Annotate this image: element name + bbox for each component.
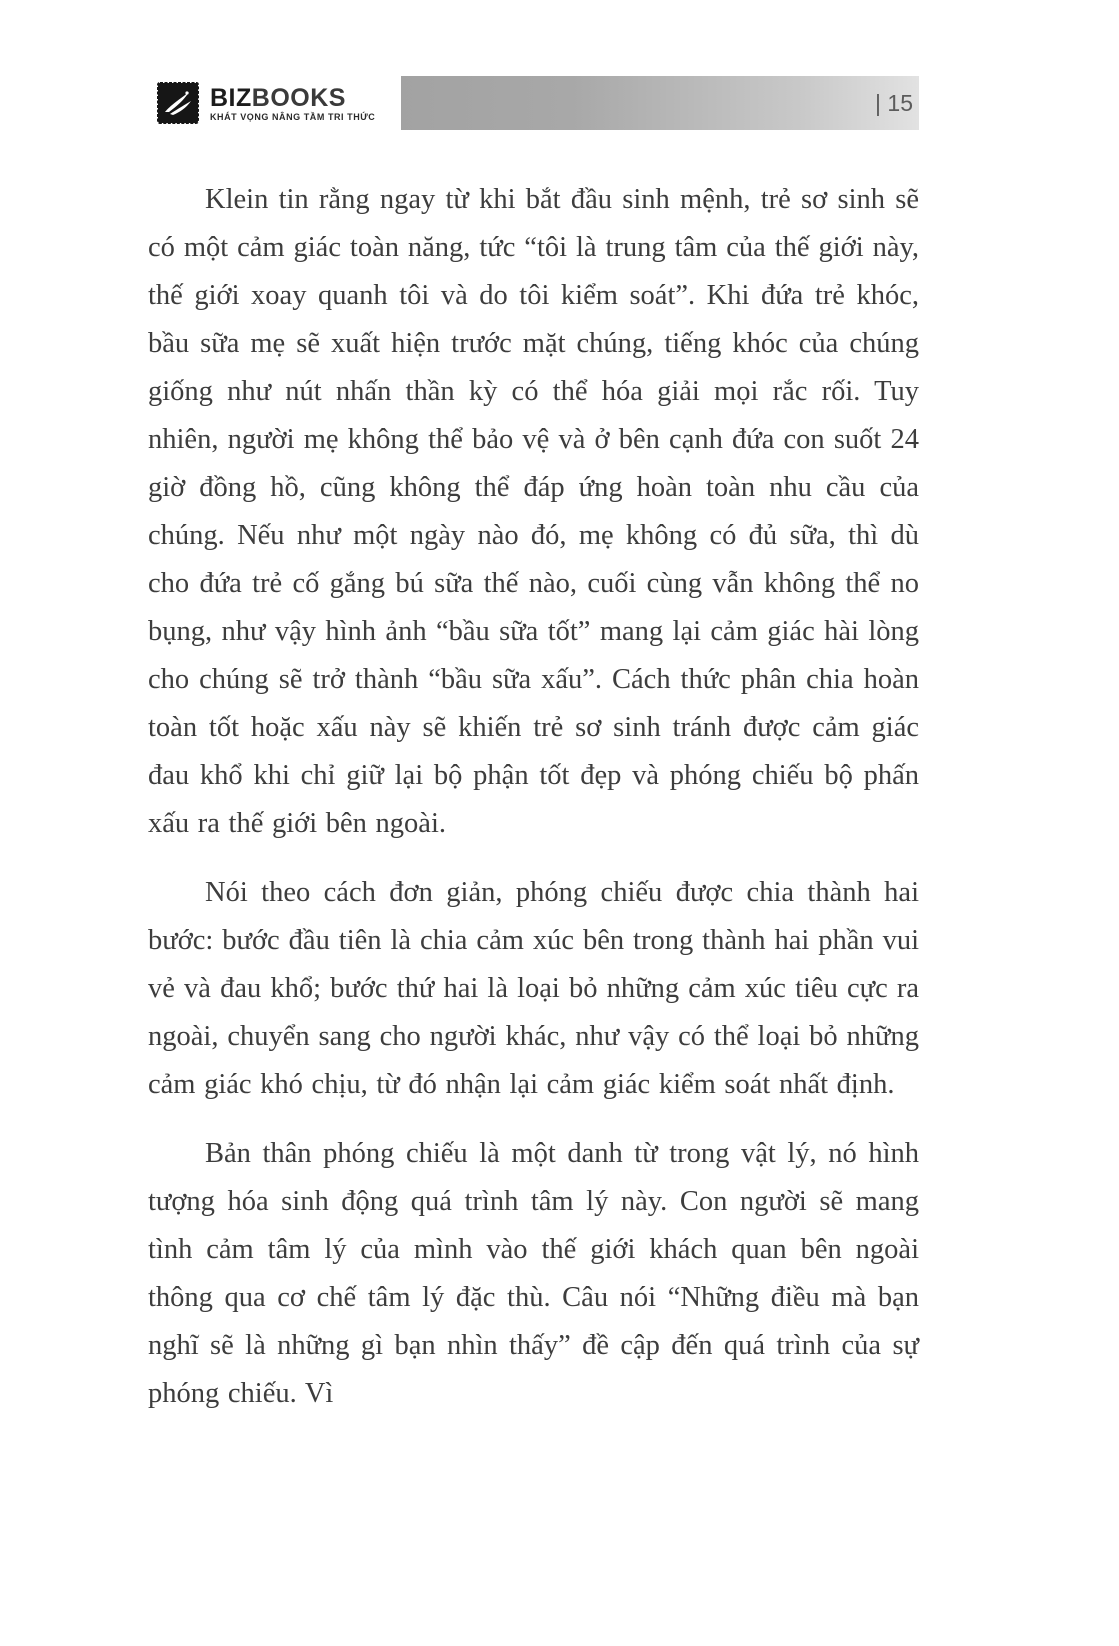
publisher-logo xyxy=(148,76,401,130)
bizbooks-stamp-icon xyxy=(156,81,200,125)
publisher-logo-text xyxy=(210,85,375,122)
publisher-name-books: BOOKS xyxy=(251,83,346,112)
publisher-name xyxy=(210,85,375,111)
page-number: | 15 xyxy=(875,89,913,116)
paragraph: Nói theo cách đơn giản, phóng chiếu được chia thành hai bước: bước đầu tiên là chia cảm xúc bên trong thành hai phần vui vẻ và đau khổ; bước thứ hai là loại bỏ những cảm xúc tiêu cực ra ngoài, chuyển sang cho người khác, như vậy có thể loại bỏ những cảm giác khó chịu, từ đó nhận lại cảm giác kiểm soát nhất định. xyxy=(148,877,919,1100)
header-spacer xyxy=(401,76,863,130)
paragraph: Klein tin rằng ngay từ khi bắt đầu sinh mệnh, trẻ sơ sinh sẽ có một cảm giác toàn năng, tức “tôi là trung tâm của thế giới này, thế giới xoay quanh tôi và do tôi kiểm soát”. Khi đứa trẻ khóc, bầu sữa mẹ sẽ xuất hiện trước mặt chúng, tiếng khóc của chúng giống như nút nhấn thần kỳ có thể hóa giải mọi rắc rối. Tuy nhiên, người mẹ không thể bảo vệ và ở bên cạnh đứa con suốt 24 giờ đồng hồ, cũng không thể đáp ứng hoàn toàn nhu cầu của chúng. Nếu như một ngày nào đó, mẹ không có đủ sữa, thì dù cho đứa trẻ cố gắng bú sữa thế nào, cuối cùng vẫn không thể no bụng, như vậy hình ảnh “bầu sữa tốt” mang lại cảm giác hài lòng cho chúng sẽ trở thành “bầu sữa xấu”. Cách thức phân chia hoàn toàn tốt hoặc xấu này sẽ khiến trẻ sơ sinh tránh được cảm giác đau khổ khi chỉ giữ lại bộ phận tốt đẹp và phóng chiếu bộ phấn xấu ra thế giới bên ngoài. xyxy=(148,184,919,839)
page-text-block xyxy=(148,176,919,1439)
publisher-tagline: KHÁT VỌNG NÂNG TẦM TRI THỨC xyxy=(210,111,376,122)
page-header-bar xyxy=(148,76,919,130)
publisher-name-biz: BIZ xyxy=(210,83,252,112)
paragraph: Bản thân phóng chiếu là một danh từ trong vật lý, nó hình tượng hóa sinh động quá trình tâm lý này. Con người sẽ mang tình cảm tâm lý của mình vào thế giới khách quan bên ngoài thông qua cơ chế tâm lý đặc thù. Câu nói “Những điều mà bạn nghĩ sẽ là những gì bạn nhìn thấy” đề cập đến quá trình của sự phóng chiếu. Vì xyxy=(148,1138,919,1409)
